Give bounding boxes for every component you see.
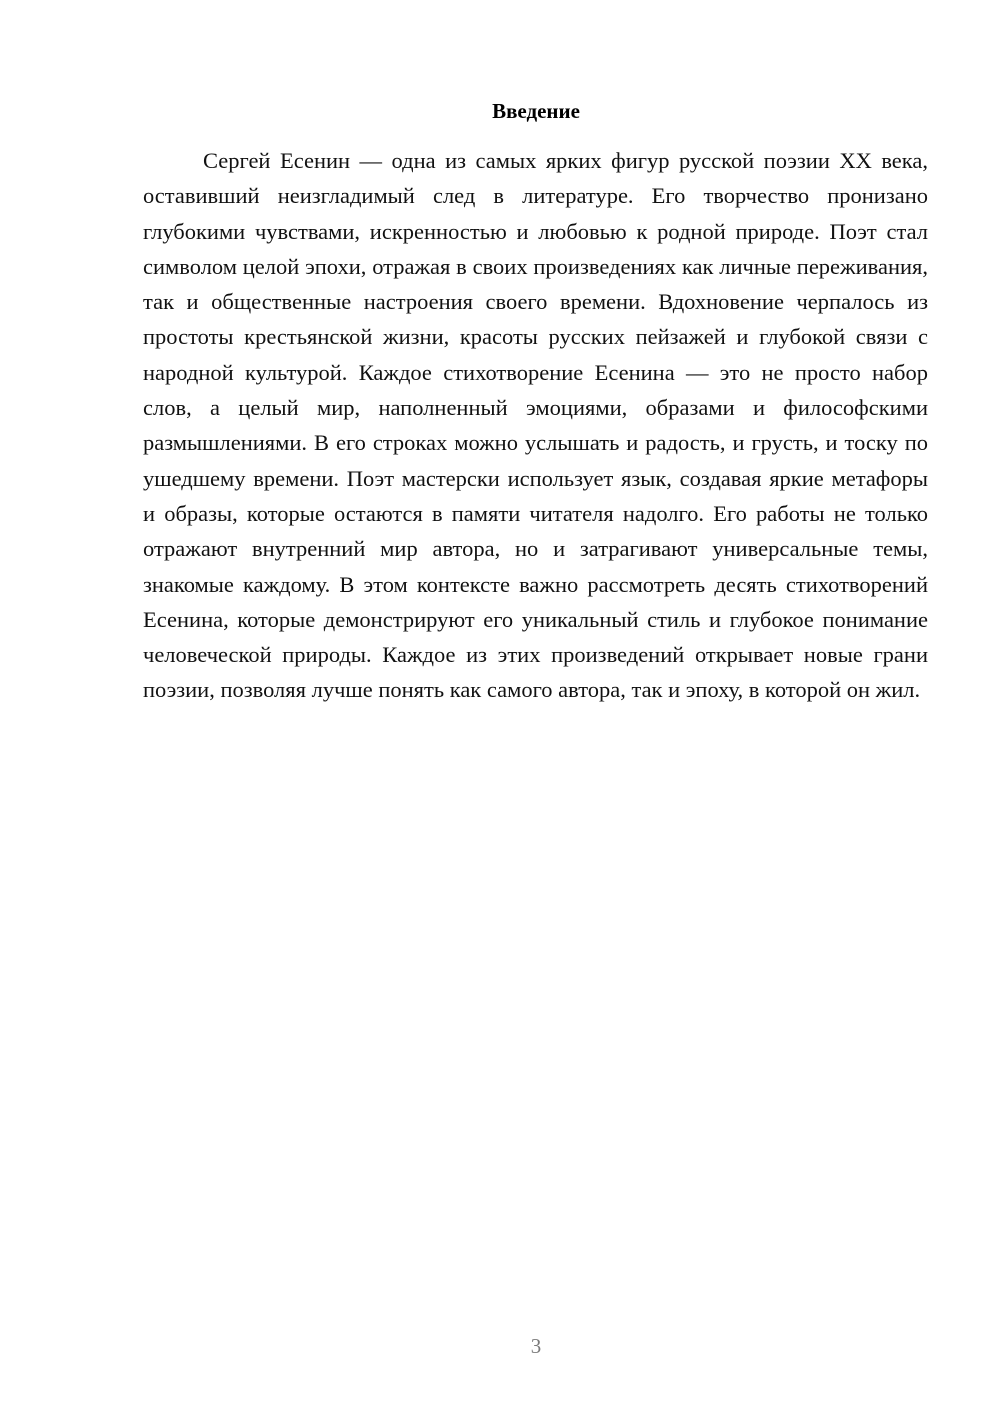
body-paragraph: Сергей Есенин — одна из самых ярких фигур русской поэзии XX века, оставивший неизгладимый след в литературе. Его творчество пронизано глубокими чувствами, искренностью и любовью к родной природе. Поэт стал символом целой эпохи, отражая в своих произведениях как личные переживания, так и общественные настроения своего времени. Вдохновение черпалось из простоты крестьянской жизни, красоты русских пейзажей и глубокой связи с народной культурой. Каждое стихотворение Есенина — это не просто набор слов, а целый мир, наполненный эмоциями, образами и философскими размышлениями. В его строках можно услышать и радость, и грусть, и тоску по ушедшему времени. Поэт мастерски использует язык, создавая яркие метафоры и образы, которые остаются в памяти читателя надолго. Его работы не только отражают внутренний мир автора, но и затрагивают универсальные темы, знакомые каждому. В этом контексте важно рассмотреть десять стихотворений Есенина, которые демонстрируют его уникальный стиль и глубокое понимание человеческой природы. Каждое из этих произведений открывает новые грани поэзии, позволяя лучше понять как самого автора, так и эпоху, в которой он жил.: [143, 148, 928, 703]
page-title: Введение: [492, 99, 580, 123]
page-number: 3: [530, 1334, 542, 1358]
